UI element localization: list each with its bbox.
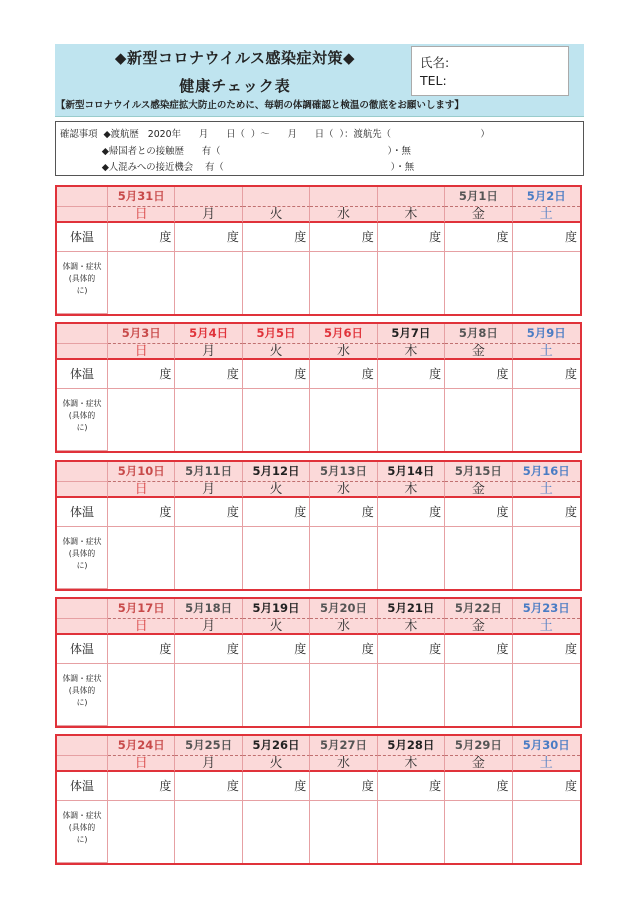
date-cell: 5月26日 (243, 736, 310, 756)
temp-input-cell[interactable]: 度 (513, 772, 580, 801)
header-banner (55, 44, 584, 117)
temp-label: 体温 (57, 360, 108, 389)
symptom-input-cell[interactable] (310, 389, 377, 451)
symptom-input-cell[interactable] (378, 801, 445, 863)
temp-input-cell[interactable]: 度 (513, 498, 580, 527)
date-cell (175, 187, 242, 207)
symptom-label-line: (具体的 (68, 549, 96, 558)
temp-input-cell[interactable]: 度 (175, 498, 242, 527)
date-cell: 5月20日 (310, 599, 377, 619)
symptom-input-cell[interactable] (378, 389, 445, 451)
corner-cell (57, 756, 108, 772)
weekday-cell: 水 (310, 619, 377, 635)
weekday-cell: 火 (243, 482, 310, 498)
date-cell: 5月1日 (445, 187, 512, 207)
symptom-input-cell[interactable] (310, 664, 377, 726)
symptom-input-cell[interactable] (513, 389, 580, 451)
symptom-input-cell[interactable] (175, 801, 242, 863)
weekday-cell: 日 (108, 482, 175, 498)
weekday-cell: 木 (378, 482, 445, 498)
temp-input-cell[interactable]: 度 (243, 772, 310, 801)
symptom-label-line: 体調・症状 (62, 537, 102, 546)
symptom-input-cell[interactable] (243, 389, 310, 451)
symptom-input-cell[interactable] (243, 252, 310, 314)
date-cell: 5月31日 (108, 187, 175, 207)
date-cell: 5月14日 (378, 462, 445, 482)
symptom-label-line: に) (76, 423, 88, 432)
weekday-cell: 木 (378, 207, 445, 223)
weekday-cell: 土 (513, 482, 580, 498)
symptom-input-cell[interactable] (175, 252, 242, 314)
weekday-cell: 月 (175, 756, 242, 772)
symptom-label-line: 体調・症状 (62, 262, 102, 271)
temp-input-cell[interactable]: 度 (108, 772, 175, 801)
weekday-cell: 日 (108, 756, 175, 772)
date-cell: 5月10日 (108, 462, 175, 482)
symptom-input-cell[interactable] (175, 389, 242, 451)
temp-input-cell[interactable]: 度 (310, 635, 377, 664)
week-block (55, 185, 582, 316)
date-cell: 5月19日 (243, 599, 310, 619)
temp-label: 体温 (57, 772, 108, 801)
temp-input-cell[interactable]: 度 (108, 498, 175, 527)
symptom-label-line: に) (76, 698, 88, 707)
date-cell (310, 187, 377, 207)
date-cell: 5月25日 (175, 736, 242, 756)
date-cell: 5月30日 (513, 736, 580, 756)
symptom-label-line: (具体的 (68, 411, 96, 420)
corner-cell (57, 736, 108, 756)
symptom-label-line: 体調・症状 (62, 811, 102, 820)
temp-input-cell[interactable]: 度 (175, 223, 242, 252)
weekday-cell: 水 (310, 756, 377, 772)
temp-label: 体温 (57, 498, 108, 527)
date-cell: 5月15日 (445, 462, 512, 482)
symptom-label-line: に) (76, 286, 88, 295)
temp-input-cell[interactable]: 度 (243, 498, 310, 527)
week-block (55, 322, 582, 453)
symptom-label-line: (具体的 (68, 686, 96, 695)
temp-input-cell[interactable]: 度 (108, 223, 175, 252)
temp-input-cell[interactable]: 度 (310, 772, 377, 801)
symptom-label-line: (具体的 (68, 274, 96, 283)
temp-input-cell[interactable]: 度 (378, 498, 445, 527)
date-cell: 5月9日 (513, 324, 580, 344)
symptom-label (57, 389, 108, 451)
symptom-label (57, 664, 108, 726)
weekday-cell: 火 (243, 619, 310, 635)
date-cell: 5月8日 (445, 324, 512, 344)
corner-cell (57, 324, 108, 344)
corner-cell (57, 619, 108, 635)
symptom-input-cell[interactable] (445, 252, 512, 314)
date-cell: 5月3日 (108, 324, 175, 344)
temp-input-cell[interactable]: 度 (513, 635, 580, 664)
symptom-input-cell[interactable] (243, 664, 310, 726)
date-cell: 5月2日 (513, 187, 580, 207)
date-cell: 5月6日 (310, 324, 377, 344)
temp-input-cell[interactable]: 度 (310, 223, 377, 252)
weekday-cell: 土 (513, 207, 580, 223)
weekday-cell: 月 (175, 207, 242, 223)
weekday-cell: 金 (445, 756, 512, 772)
temp-input-cell[interactable]: 度 (445, 223, 512, 252)
date-cell: 5月23日 (513, 599, 580, 619)
temp-input-cell[interactable]: 度 (108, 635, 175, 664)
corner-cell (57, 599, 108, 619)
weekday-cell: 月 (175, 619, 242, 635)
date-cell: 5月28日 (378, 736, 445, 756)
symptom-input-cell[interactable] (445, 801, 512, 863)
corner-cell (57, 482, 108, 498)
notice-text: 【新型コロナウイルス感染症拡大防止のために、毎朝の体調確認と検温の徹底をお願いします】 (56, 100, 464, 111)
temp-input-cell[interactable]: 度 (378, 772, 445, 801)
symptom-input-cell[interactable] (243, 801, 310, 863)
temp-input-cell[interactable]: 度 (175, 635, 242, 664)
corner-cell (57, 344, 108, 360)
confirm-contact-line: ◆帰国者との接触歴 有（ ）・無 (60, 146, 411, 157)
symptom-input-cell[interactable] (445, 664, 512, 726)
temp-input-cell[interactable]: 度 (243, 223, 310, 252)
temp-input-cell[interactable]: 度 (378, 635, 445, 664)
weekday-cell: 火 (243, 756, 310, 772)
symptom-input-cell[interactable] (513, 801, 580, 863)
temp-input-cell[interactable]: 度 (445, 498, 512, 527)
temp-label: 体温 (57, 635, 108, 664)
symptom-input-cell[interactable] (513, 252, 580, 314)
date-cell (243, 187, 310, 207)
symptom-label (57, 527, 108, 589)
weekday-cell: 木 (378, 619, 445, 635)
symptom-input-cell[interactable] (378, 664, 445, 726)
corner-cell (57, 207, 108, 223)
symptom-input-cell[interactable] (310, 801, 377, 863)
symptom-input-cell[interactable] (378, 252, 445, 314)
temp-input-cell[interactable]: 度 (108, 360, 175, 389)
date-cell: 5月7日 (378, 324, 445, 344)
temp-input-cell[interactable]: 度 (513, 223, 580, 252)
weekday-cell: 日 (108, 207, 175, 223)
week-block (55, 597, 582, 728)
symptom-label-line: に) (76, 561, 88, 570)
confirm-crowd-line: ◆人混みへの接近機会 有（ ）・無 (60, 162, 415, 173)
page-title: 健康チェック表 (179, 77, 291, 95)
temp-input-cell[interactable]: 度 (175, 360, 242, 389)
date-cell: 5月21日 (378, 599, 445, 619)
symptom-input-cell[interactable] (243, 527, 310, 589)
symptom-label-line: 体調・症状 (62, 674, 102, 683)
weekday-cell: 水 (310, 482, 377, 498)
confirm-section (55, 121, 584, 176)
weekday-cell: 土 (513, 344, 580, 360)
symptom-input-cell[interactable] (378, 527, 445, 589)
weekday-cell: 火 (243, 344, 310, 360)
date-cell: 5月18日 (175, 599, 242, 619)
symptom-input-cell[interactable] (445, 527, 512, 589)
weekday-cell: 金 (445, 344, 512, 360)
symptom-input-cell[interactable] (445, 389, 512, 451)
date-cell: 5月4日 (175, 324, 242, 344)
weekday-cell: 日 (108, 344, 175, 360)
symptom-input-cell[interactable] (513, 664, 580, 726)
date-cell: 5月5日 (243, 324, 310, 344)
week-block (55, 734, 582, 865)
weekday-cell: 木 (378, 344, 445, 360)
date-cell: 5月27日 (310, 736, 377, 756)
symptom-label-line: に) (76, 835, 88, 844)
symptom-label (57, 252, 108, 314)
temp-input-cell[interactable]: 度 (445, 360, 512, 389)
date-cell (378, 187, 445, 207)
name-tel-box[interactable] (411, 46, 569, 96)
weekday-cell: 日 (108, 619, 175, 635)
date-cell: 5月16日 (513, 462, 580, 482)
date-cell: 5月17日 (108, 599, 175, 619)
temp-input-cell[interactable]: 度 (378, 360, 445, 389)
symptom-label-line: 体調・症状 (62, 399, 102, 408)
date-cell: 5月12日 (243, 462, 310, 482)
symptom-label (57, 801, 108, 863)
symptom-input-cell[interactable] (108, 389, 175, 451)
date-cell: 5月29日 (445, 736, 512, 756)
corner-cell (57, 187, 108, 207)
symptom-input-cell[interactable] (108, 801, 175, 863)
temp-input-cell[interactable]: 度 (378, 223, 445, 252)
symptom-input-cell[interactable] (513, 527, 580, 589)
temp-input-cell[interactable]: 度 (310, 498, 377, 527)
date-cell: 5月24日 (108, 736, 175, 756)
temp-input-cell[interactable]: 度 (445, 772, 512, 801)
confirm-travel-line: 確認事項 ◆渡航歴 2020年 月 日（ ）～ 月 日（ ）：渡航先（ ） (60, 129, 490, 140)
symptom-input-cell[interactable] (310, 527, 377, 589)
corner-cell (57, 462, 108, 482)
date-cell: 5月22日 (445, 599, 512, 619)
symptom-label-line: (具体的 (68, 823, 96, 832)
symptom-input-cell[interactable] (108, 252, 175, 314)
temp-input-cell[interactable]: 度 (310, 360, 377, 389)
weekday-cell: 土 (513, 619, 580, 635)
temp-input-cell[interactable]: 度 (445, 635, 512, 664)
week-block (55, 460, 582, 591)
name-label: 氏名: (420, 55, 450, 70)
title-line1: ◆新型コロナウイルス感染症対策◆ (114, 49, 356, 67)
weekday-cell: 金 (445, 482, 512, 498)
weekday-cell: 水 (310, 207, 377, 223)
date-cell: 5月13日 (310, 462, 377, 482)
weekday-cell: 土 (513, 756, 580, 772)
temp-input-cell[interactable]: 度 (243, 635, 310, 664)
weekday-cell: 月 (175, 344, 242, 360)
weekday-cell: 金 (445, 207, 512, 223)
temp-input-cell[interactable]: 度 (243, 360, 310, 389)
symptom-input-cell[interactable] (175, 527, 242, 589)
symptom-input-cell[interactable] (175, 664, 242, 726)
weekday-cell: 金 (445, 619, 512, 635)
symptom-input-cell[interactable] (310, 252, 377, 314)
temp-input-cell[interactable]: 度 (175, 772, 242, 801)
tel-label: TEL: (420, 73, 447, 88)
temp-label: 体温 (57, 223, 108, 252)
weekday-cell: 木 (378, 756, 445, 772)
temp-input-cell[interactable]: 度 (513, 360, 580, 389)
date-cell: 5月11日 (175, 462, 242, 482)
symptom-input-cell[interactable] (108, 527, 175, 589)
symptom-input-cell[interactable] (108, 664, 175, 726)
weekday-cell: 水 (310, 344, 377, 360)
weekday-cell: 月 (175, 482, 242, 498)
weekday-cell: 火 (243, 207, 310, 223)
